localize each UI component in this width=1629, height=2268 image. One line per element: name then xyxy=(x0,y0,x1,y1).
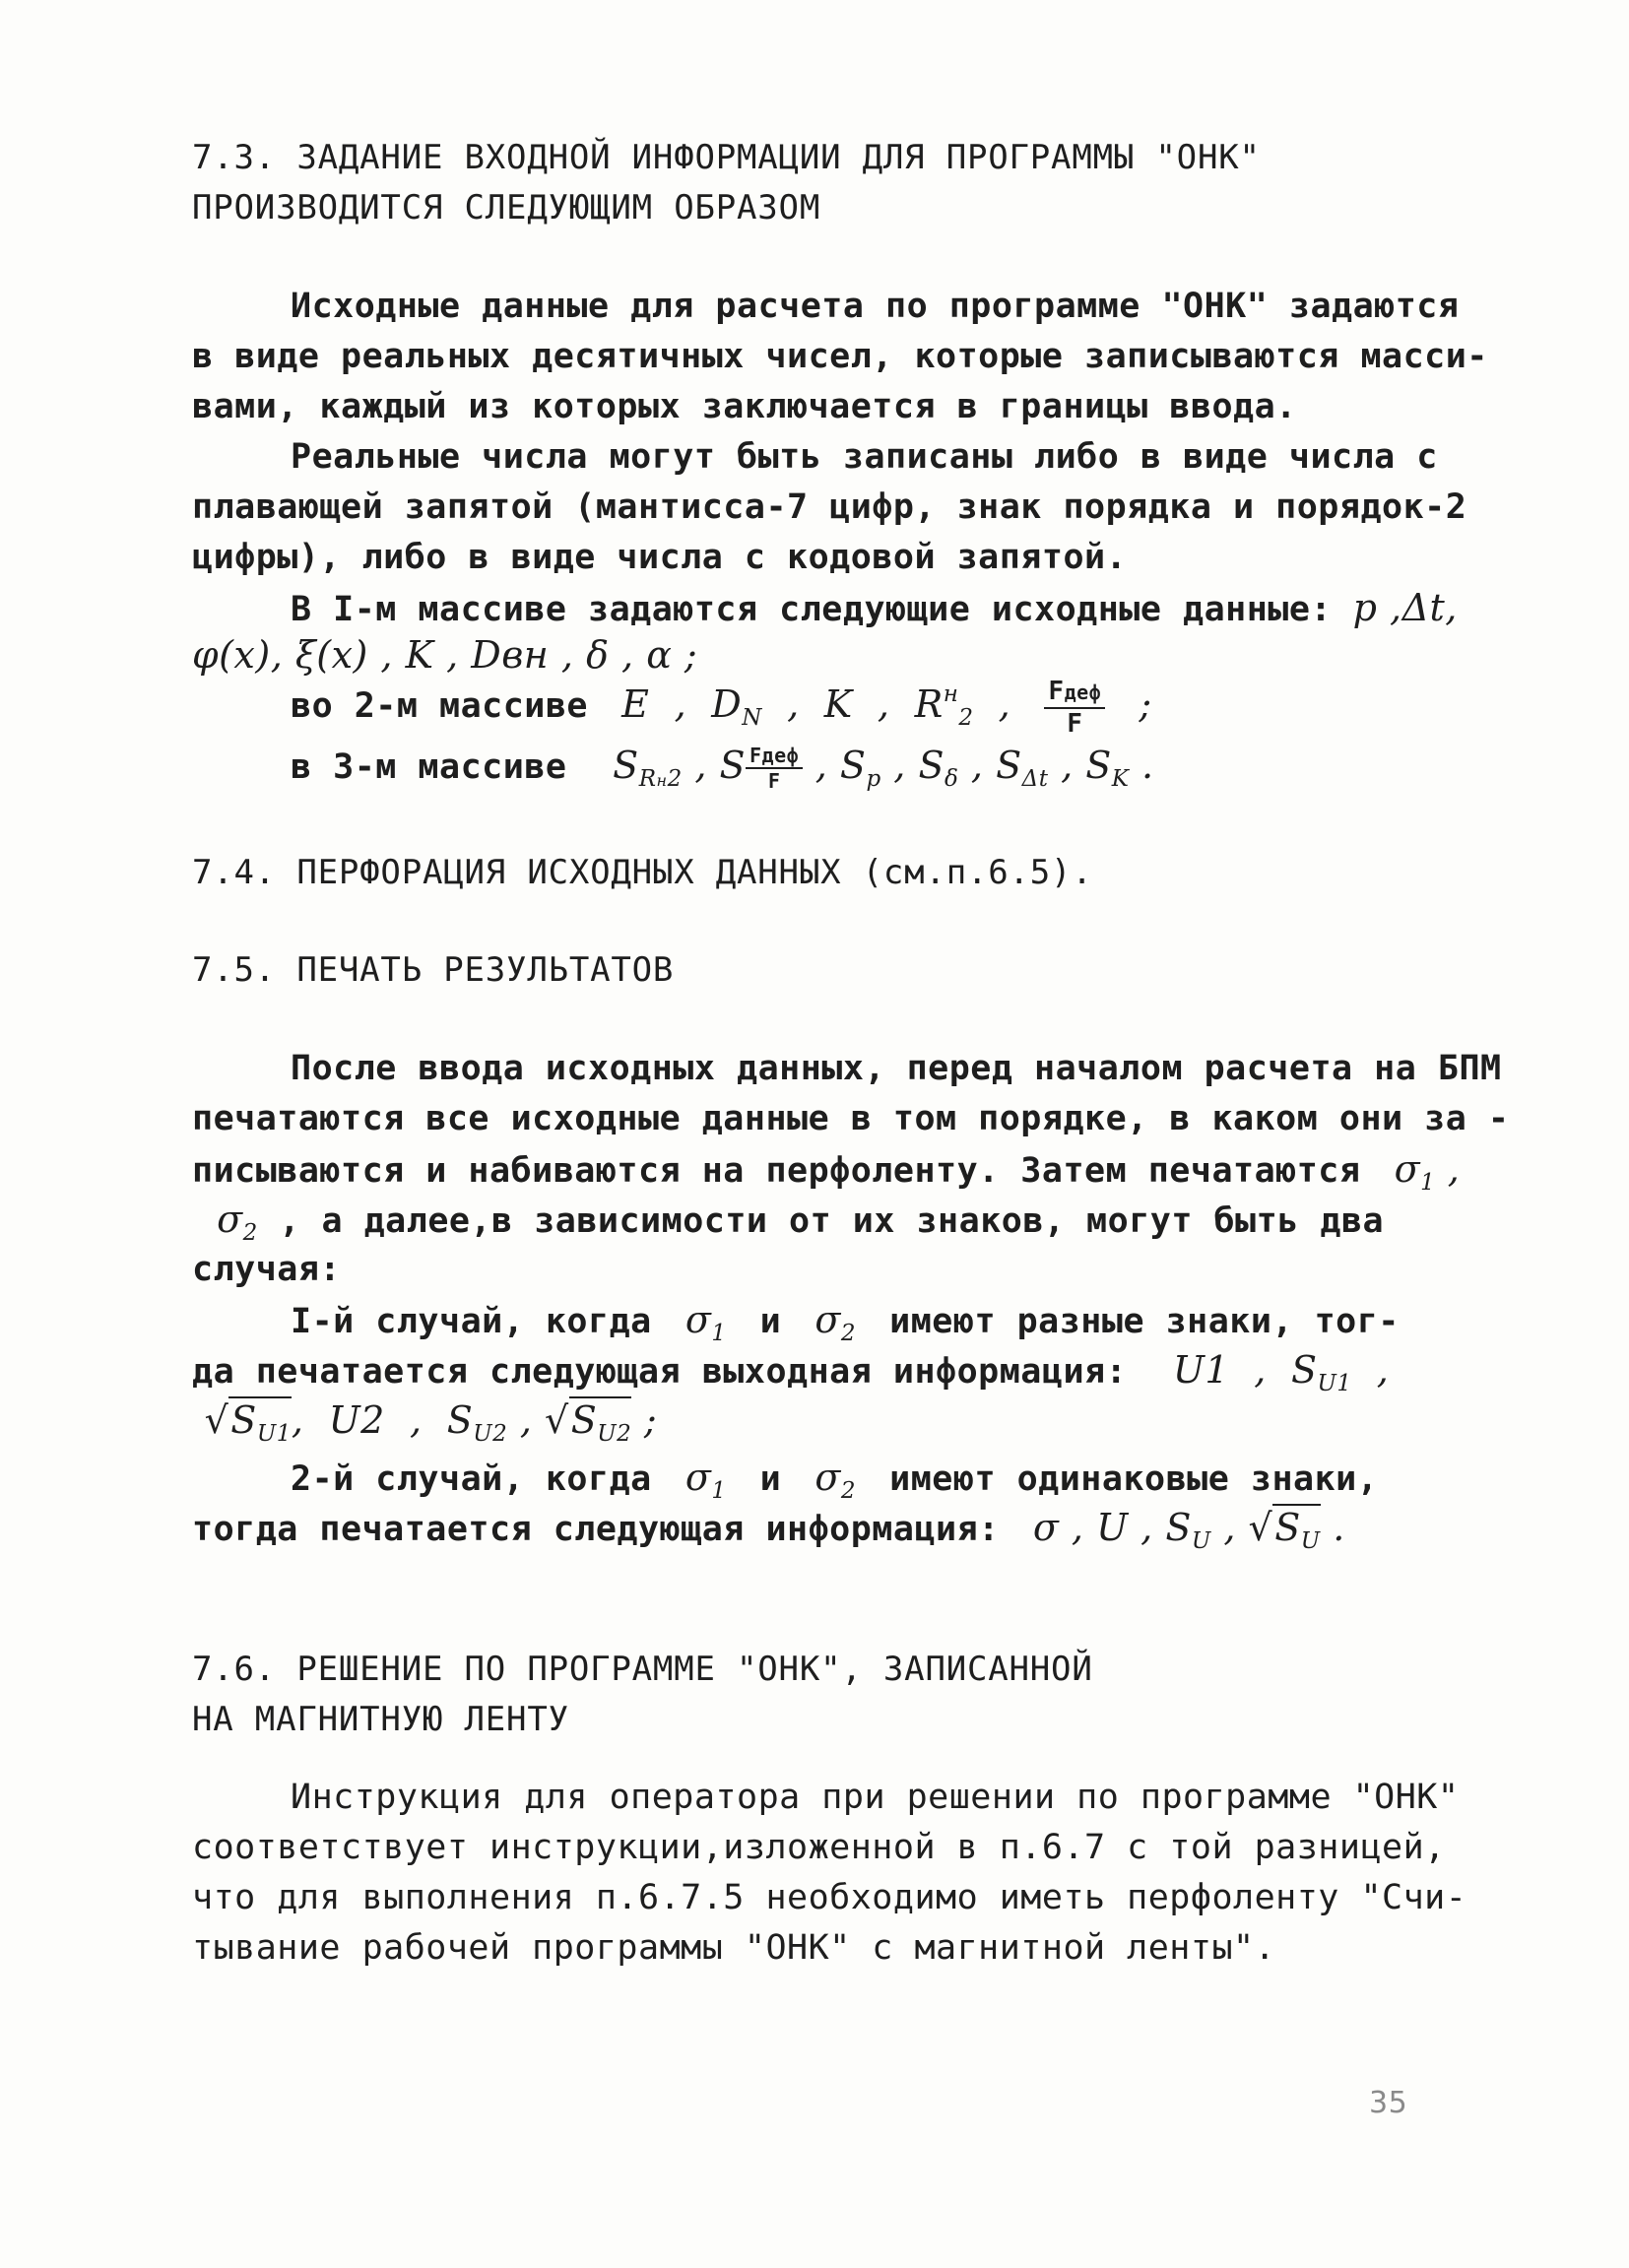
section-7-4-heading xyxy=(192,848,1423,898)
page-number: 35 xyxy=(1369,2086,1408,2120)
case-2-text: 2-й случай, когда xyxy=(291,1459,652,1499)
array-1-vars: p ,Δt, xyxy=(1352,586,1458,629)
case-1-text-end: имеют разные знаки, тог- xyxy=(889,1302,1400,1341)
paragraph-line: что для выполнения п.6.7.5 необходимо иметь перфоленту "Счи- xyxy=(192,1878,1467,1917)
paragraph-line: писываются и набиваются на перфоленту. Затем печатаются $\sigma_1$ , xyxy=(192,1147,1461,1196)
section-7-6-body xyxy=(192,1773,1467,1974)
case-1-output-text: да печатается следующая выходная информация: xyxy=(192,1352,1128,1392)
case-2-line: 2-й случай, когда $\sigma_1$ и $\sigma_2$ имеют одинаковые знаки, xyxy=(291,1456,1379,1504)
paragraph-line: Исходные данные для расчета по программе "ОНК" задаются xyxy=(291,287,1460,326)
paragraph-line: Реальные числа могут быть записаны либо в виде числа с xyxy=(291,437,1438,477)
case-1-and: и xyxy=(759,1302,782,1341)
section-7-3-body xyxy=(192,282,1488,633)
section-7-3-heading xyxy=(192,133,1423,233)
case-2-and: и xyxy=(759,1459,782,1499)
array-1-lead: В I-м массиве задаются следующие исходные данные: xyxy=(291,590,1333,629)
section-7-5-body xyxy=(192,1044,1510,1554)
array-2-lead: во 2-м массиве xyxy=(291,686,589,726)
case-1-line: I-й случай, когда $\sigma_1$ и $\sigma_2$ имеют разные знаки, тог- xyxy=(291,1298,1400,1346)
fraction-f-def: $\frac{\text{Fдеф}}{F}$ xyxy=(1044,677,1105,739)
array-2-line: во 2-м массиве E , $D_N$ , K , $R^н_2$ , $\frac{\text{Fдеф}}{F}$ ; xyxy=(291,676,1152,739)
paragraph-line: цифры), либо в виде числа с кодовой запятой. xyxy=(192,538,1128,577)
case-2-output-line: тогда печатается следующая информация: σ , U , $S_U$ , $√S_U$ . xyxy=(192,1506,1345,1554)
paragraph-line: После ввода исходных данных, перед началом расчета на БПМ xyxy=(291,1049,1502,1088)
section-7-3-title-line-1: 7.3. ЗАДАНИЕ ВХОДНОЙ ИНФОРМАЦИИ ДЛЯ ПРОГРАММЫ "ОНК" xyxy=(192,138,1261,177)
case-1-text: I-й случай, когда xyxy=(291,1302,652,1341)
paragraph-line: случая: xyxy=(192,1250,342,1289)
paragraph-text: писываются и набиваются на перфоленту. Затем печатаются xyxy=(192,1151,1361,1191)
paragraph-line: Инструкция для оператора при решении по программе "ОНК" xyxy=(291,1778,1460,1817)
section-7-3-title-line-2: ПРОИЗВОДИТСЯ СЛЕДУЮЩИМ ОБРАЗОМ xyxy=(192,188,821,227)
array-1-formula-text: φ(x), ξ(x) , K , Dвн , δ , α ; xyxy=(192,633,698,677)
paragraph-line: соответствует инструкции,изложенной в п.6.7 с той разницей, xyxy=(192,1828,1446,1867)
case-2-text-end: имеют одинаковые знаки, xyxy=(889,1459,1379,1499)
paragraph-line: $\sigma_2$ , а далее,в зависимости от их знаков, могут быть два xyxy=(192,1198,1385,1246)
section-7-5-title: 7.5. ПЕЧАТЬ РЕЗУЛЬТАТОВ xyxy=(192,950,675,990)
paragraph-text: , а далее,в зависимости от их знаков, могут быть два xyxy=(279,1201,1385,1241)
paragraph-line: тывание рабочей программы "ОНК" с магнитной ленты". xyxy=(192,1928,1276,1968)
paragraph-line: в виде реальных десятичных чисел, которые записываются масси- xyxy=(192,337,1488,376)
section-7-5-heading xyxy=(192,945,1423,996)
case-1-formula-line: $√S_{U1}$, U2 , $S_{U2}$ , $√S_{U2}$ ; xyxy=(192,1398,658,1447)
array-3-line: в 3-м массиве $S_{Rн2}$ , S $\frac{\text{Fдеф}}{F}$ , $S_p$ , $S_\delta$ , $S_{\Delta t}$ , $S_K$ . xyxy=(291,744,1154,793)
case-2-output-text: тогда печатается следующая информация: xyxy=(192,1510,1000,1549)
paragraph-line: плавающей запятой (мантисса-7 цифр, знак порядка и порядок-2 xyxy=(192,487,1467,527)
section-7-4-title: 7.4. ПЕРФОРАЦИЯ ИСХОДНЫХ ДАННЫХ (см.п.6.5). xyxy=(192,853,1093,892)
section-7-6-title-line-2: НА МАГНИТНУЮ ЛЕНТУ xyxy=(192,1700,569,1739)
case-1-output-line: да печатается следующая выходная информация: U1 , $S_{U1}$ , xyxy=(192,1348,1390,1396)
paragraph-line: печатаются все исходные данные в том порядке, в каком они за - xyxy=(192,1099,1510,1138)
section-7-6-heading xyxy=(192,1645,1423,1745)
section-7-6-title-line-1: 7.6. РЕШЕНИЕ ПО ПРОГРАММЕ "ОНК", ЗАПИСАННОЙ xyxy=(192,1650,1093,1689)
array-1-line xyxy=(192,583,1458,633)
paragraph-line: вами, каждый из которых заключается в границы ввода. xyxy=(192,387,1297,426)
array-3-lead: в 3-м массиве xyxy=(291,747,567,787)
